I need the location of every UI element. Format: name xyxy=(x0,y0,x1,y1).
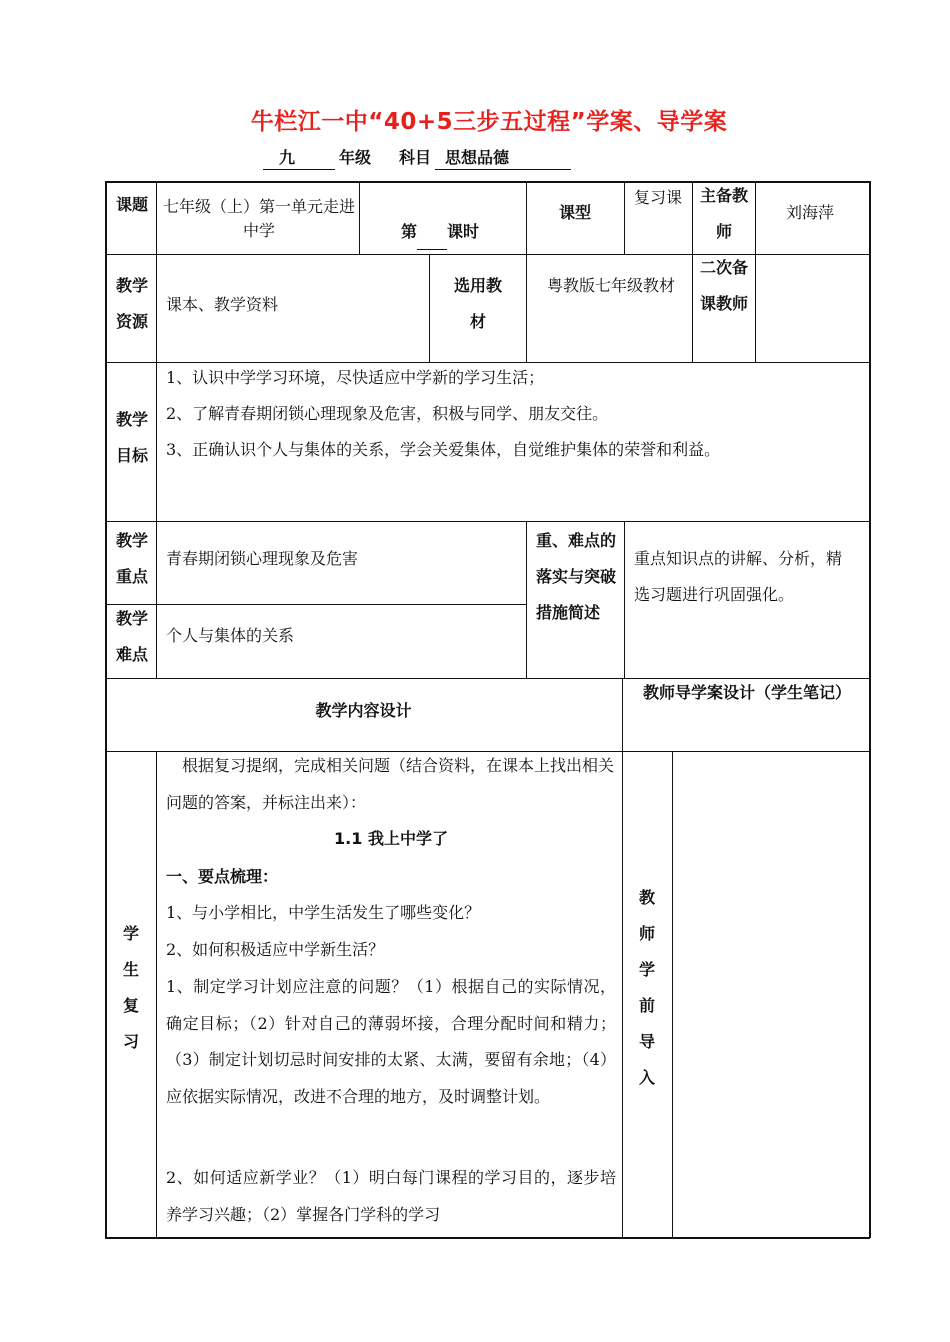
subject-label: 科目 xyxy=(399,148,432,167)
intro-text: 根据复习提纲，完成相关问题（结合资料，在课本上找出相关问题的答案，并标注出来）： xyxy=(166,756,615,812)
topic-value: 七年级（上）第一单元走进中学 xyxy=(162,197,355,240)
grade-value: 九 xyxy=(263,145,335,170)
student-review-label: 学生复习 xyxy=(122,924,139,1051)
guide-design-header: 教师导学案设计（学生笔记） xyxy=(642,683,851,702)
answer-text: 2、如何适应新学业？（1）明白每门课程的学习目的，逐步培养学习兴趣；（2）掌握各门学科的学习 xyxy=(166,1168,616,1224)
goal-item: 1、认识中学学习环境，尽快适应中学新的学习生活； xyxy=(166,368,545,387)
type-label: 课型 xyxy=(558,203,591,222)
subject-value: 思想品德 xyxy=(435,145,571,170)
key-label: 教学重点 xyxy=(115,531,148,586)
subheading: 一、要点梳理： xyxy=(166,867,279,886)
question-item: 2、如何积极适应中学新生活？ xyxy=(166,940,385,959)
teacher-guide-label: 教师学前导入 xyxy=(638,888,655,1087)
second-teacher-label: 二次备课教师 xyxy=(700,258,749,313)
grade-subject-line xyxy=(263,145,571,169)
question-item: 1、与小学相比，中学生活发生了哪些变化？ xyxy=(166,903,481,922)
measures-value: 重点知识点的讲解、分析，精选习题进行巩固强化。 xyxy=(634,549,843,604)
resources-value: 课本、教学资料 xyxy=(166,295,279,314)
measures-label: 重、难点的落实与突破措施简述 xyxy=(536,531,617,622)
key-value: 青春期闭锁心理现象及危害 xyxy=(166,549,359,568)
textbook-value: 粤教版七年级教材 xyxy=(546,276,675,295)
type-value: 复习课 xyxy=(633,188,682,207)
period-field: 第 课时 xyxy=(401,214,479,250)
goal-item: 2、了解青春期闭锁心理现象及危害，积极与同学、朋友交往。 xyxy=(166,404,609,423)
goals-label: 教学目标 xyxy=(115,410,148,465)
main-teacher-value: 刘海萍 xyxy=(786,203,835,222)
topic-label: 课题 xyxy=(115,195,148,214)
difficulty-value: 个人与集体的关系 xyxy=(166,626,295,645)
answer-text: 1、制定学习计划应注意的问题？（1）根据自己的实际情况，确定目标；（2）针对自己的薄弱坏接，合理分配时间和精力；（3）制定计划切忌时间安排的太紧、太满，要留有余地；（4）应依据实际情况，改进不合理的地方，及时调整计划。 xyxy=(166,977,616,1106)
goal-item: 3、正确认识个人与集体的关系，学会关爱集体，自觉维护集体的荣誉和利益。 xyxy=(166,440,721,459)
grade-label: 年级 xyxy=(339,148,372,167)
page-title: 牛栏江一中“40+5三步五过程”学案、导学案 xyxy=(250,109,728,135)
section-title: 1.1 我上中学了 xyxy=(334,829,448,848)
main-teacher-label: 主备教师 xyxy=(700,186,749,241)
content-design-header: 教学内容设计 xyxy=(315,701,412,720)
textbook-label: 选用教材 xyxy=(453,276,502,331)
resources-label: 教学资源 xyxy=(115,276,148,331)
difficulty-label: 教学难点 xyxy=(115,609,148,664)
